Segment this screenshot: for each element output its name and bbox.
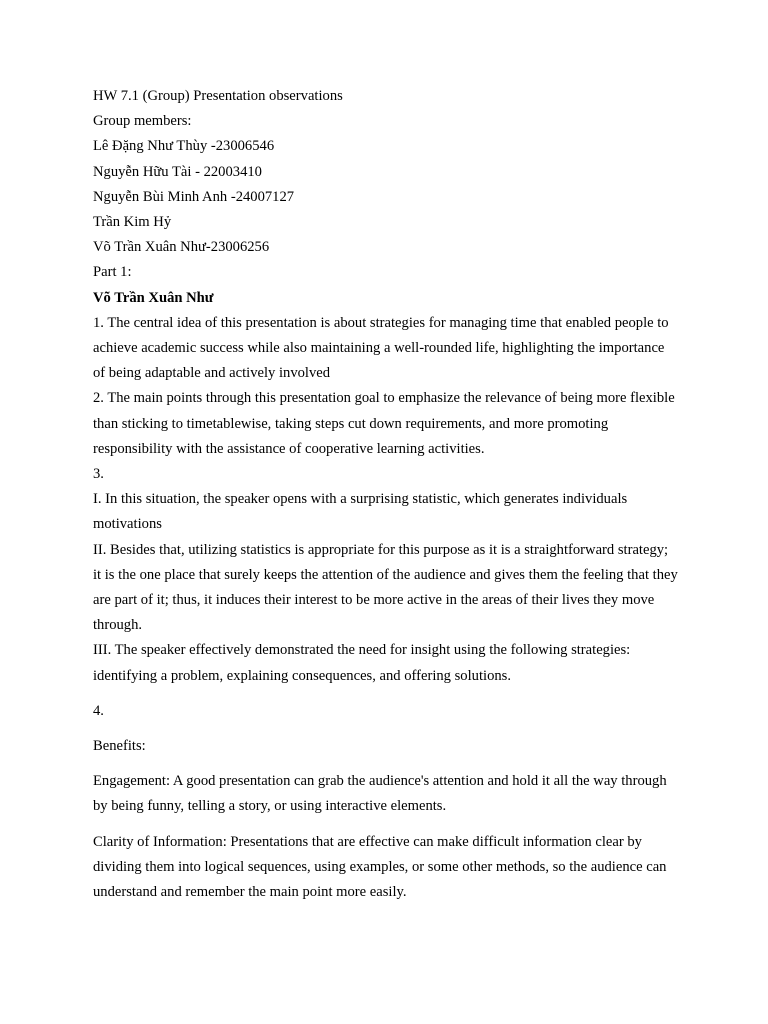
paragraph: III. The speaker effectively demonstrated the need for insight using the following strategies: identifying a problem, explaining consequences, and offering solutions. — [93, 642, 631, 684]
group-member: Trần Kim Hỷ — [93, 214, 172, 231]
paragraph: 2. The main points through this presentation goal to emphasize the relevance of being more flexible than sticking to timetablewise, taking steps cut down requirements, and more promoting responsibility with the assistance of cooperative learning activities. — [93, 390, 675, 457]
group-member: Nguyễn Hữu Tài - 22003410 — [93, 163, 262, 180]
paragraph: 3. — [93, 466, 104, 483]
benefits-label: Benefits: — [93, 738, 146, 755]
group-member: Nguyễn Bùi Minh Anh -24007127 — [93, 188, 295, 205]
author-heading: Võ Trần Xuân Như — [93, 289, 214, 306]
part-label: Part 1: — [93, 264, 132, 281]
group-member: Lê Đặng Như Thùy -23006546 — [93, 138, 275, 155]
benefit-paragraph: Clarity of Information: Presentations that are effective can make difficult information clear by dividing them into logical sequences, using examples, or some other methods, so the audience can understand and remember the main point more easily. — [93, 833, 667, 901]
document-title: HW 7.1 (Group) Presentation observations — [93, 88, 343, 104]
section-4-label: 4. — [93, 702, 104, 719]
benefit-paragraph: Engagement: A good presentation can grab the audience's attention and hold it all the way through by being funny, telling a story, or using interactive elements. — [93, 773, 667, 815]
paragraph: II. Besides that, utilizing statistics is appropriate for this purpose as it is a straightforward strategy; it is the one place that surely keeps the attention of the audience and gives them the feeling that they are part of it; thus, it induces their interest to be more active in the areas of their lives they move through. — [93, 541, 678, 634]
document-body — [93, 84, 678, 905]
paragraph: 1. The central idea of this presentation is about strategies for managing time that enabled people to achieve academic success while also maintaining a well-rounded life, highlighting the importance of being adaptable and actively involved — [93, 314, 669, 382]
paragraph: I. In this situation, the speaker opens with a surprising statistic, which generates individuals motivations — [93, 491, 628, 533]
group-members-label: Group members: — [93, 113, 192, 130]
group-member: Võ Trần Xuân Như-23006256 — [93, 239, 270, 256]
